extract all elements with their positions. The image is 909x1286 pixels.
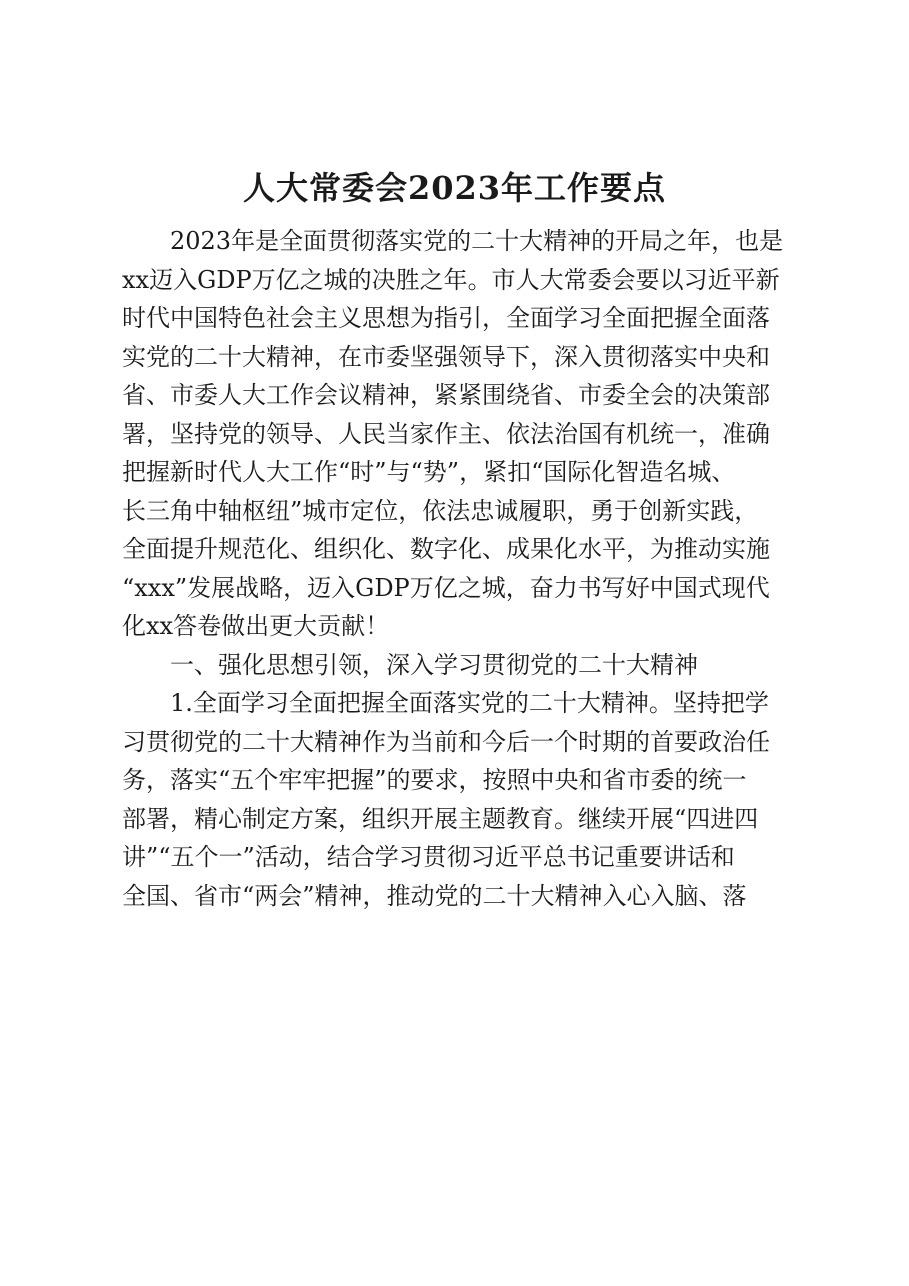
paragraph-line: 讲”“五个一”活动，结合学习贯彻习近平总书记重要讲话和 <box>122 843 735 871</box>
paragraph-line: 化xx答卷做出更大贡献！ <box>122 612 390 640</box>
paragraph-line: 全国、省市“两会”精神，推动党的二十大精神入心入脑、落 <box>122 881 747 910</box>
paragraph-line: 1.全面学习全面把握全面落实党的二十大精神。坚持把学 <box>170 689 769 717</box>
paragraph-line: 省、市委人大工作会议精神，紧紧围绕省、市委全会的决策部 <box>122 381 770 409</box>
paragraph-line: 习贯彻党的二十大精神作为当前和今后一个时期的首要政治任 <box>122 727 770 756</box>
paragraph-line: 全面提升规范化、组织化、数字化、成果化水平，为推动实施 <box>122 535 770 563</box>
document-body <box>122 222 802 915</box>
paragraph-line: xx迈入GDP万亿之城的决胜之年。市人大常委会要以习近平新 <box>122 265 780 294</box>
paragraph-line: 时代中国特色社会主义思想为指引，全面学习全面把握全面落 <box>122 304 770 332</box>
paragraph-line: 务，落实“五个牢牢把握”的要求，按照中央和省市委的统一 <box>122 766 747 794</box>
section-heading: 一、强化思想引领，深入学习贯彻党的二十大精神 <box>170 650 698 679</box>
document-title: 人大常委会2023年工作要点 <box>242 169 667 207</box>
paragraph-line: “xxx”发展战略，迈入GDP万亿之城，奋力书写好中国式现代 <box>122 573 770 602</box>
paragraph-line: 把握新时代人大工作“时”与“势”，紧扣“国际化智造名城、 <box>122 458 736 486</box>
paragraph-line: 部署，精心制定方案，组织开展主题教育。继续开展“四进四 <box>122 804 759 833</box>
paragraph-line: 署，坚持党的领导、人民当家作主、依法治国有机统一，准确 <box>122 419 770 448</box>
paragraph-line: 实党的二十大精神，在市委坚强领导下，深入贯彻落实中央和 <box>122 342 770 371</box>
paragraph-line: 2023年是全面贯彻落实党的二十大精神的开局之年，也是 <box>170 227 784 255</box>
paragraph-line: 长三角中轴枢纽”城市定位，依法忠诚履职，勇于创新实践， <box>122 496 759 525</box>
